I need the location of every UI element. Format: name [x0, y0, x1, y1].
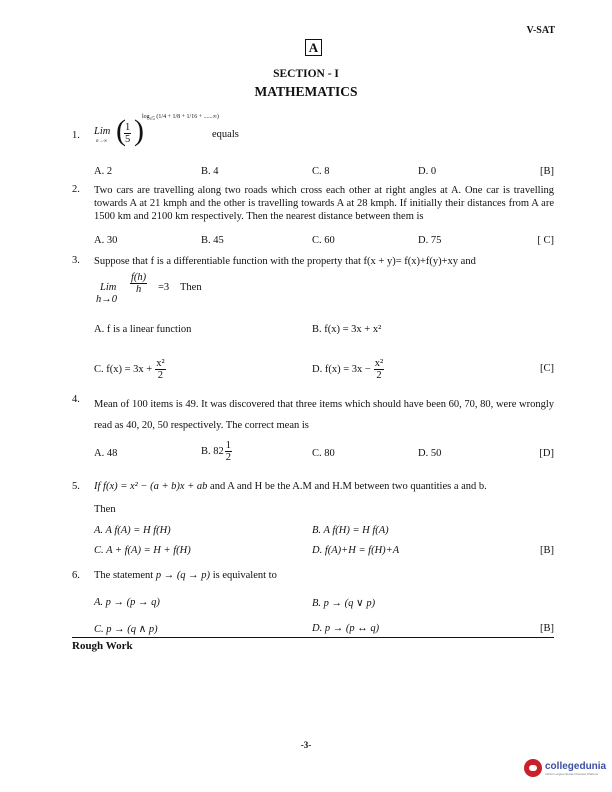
- q4-option-a: A. 48: [94, 448, 118, 459]
- q1-paren-left: (: [116, 114, 126, 147]
- q1-lim: Lim: [94, 126, 111, 137]
- q2-answer: [ C]: [537, 235, 554, 246]
- q6-option-b: B. p → (q ∨ p): [312, 598, 376, 609]
- q1-number: 1.: [72, 130, 80, 141]
- q1-paren-right: ): [134, 114, 144, 147]
- logo-text: collegedunia: [545, 760, 607, 772]
- q6-option-c: C. p → (q ∧ p): [94, 624, 158, 635]
- q1-option-b: B. 4: [201, 166, 219, 177]
- booklet-code: A: [305, 39, 322, 56]
- q3-option-b: B. f(x) = 3x + x²: [312, 324, 382, 335]
- page-number: -3-: [300, 740, 312, 750]
- q1-exponent: $\log_{√5} (1/4 + 1/8 + 1/16$ + ......∞): [142, 114, 219, 123]
- q6-answer: [B]: [540, 623, 554, 634]
- section-title: SECTION - I: [273, 68, 339, 80]
- q2-text: Two cars are travelling along two roads which cross each other at right angles at A. One car is travelling towards A at 21 kmph and the other is travelling towards A at 28 kmph. If initially their distances from A are 1500 km and 2100 km respectively. Then the nearest distance between them is: [94, 185, 554, 222]
- q3-option-c: C. f(x) = 3x + $\frac{\text{x²}}{2}$: [94, 358, 165, 381]
- q2-option-b: B. 45: [201, 235, 224, 246]
- q5-option-a: A. A f(A) = H f(H): [94, 525, 171, 536]
- q6-option-a: A. p → (p → q): [94, 597, 160, 608]
- rough-work-label: Rough Work: [72, 640, 133, 652]
- q5-then: Then: [94, 504, 116, 515]
- q5-text: If f(x) = x² − (a + b)x + ab and A and H be the A.M and H.M between two quantities a and b.: [94, 481, 487, 492]
- subject-title: MATHEMATICS: [254, 84, 358, 99]
- set-code: V-SAT: [526, 25, 555, 36]
- q3-limit-frac: $\frac{f(h)}{h}$: [131, 272, 147, 295]
- q5-option-b: B. A f(H) = H f(A): [312, 525, 389, 536]
- q4-option-b: B. 82 $\frac{1}{2}$: [201, 440, 232, 463]
- q1-option-d: D. 0: [418, 166, 437, 177]
- q3-number: 3.: [72, 255, 80, 266]
- q5-number: 5.: [72, 481, 80, 492]
- q1-option-c: C. 8: [312, 166, 330, 177]
- q3-text: Suppose that f is a differentiable function with the property that f(x + y)= f(x)+f(y)+xy and: [94, 256, 476, 267]
- q2-option-d: D. 75: [418, 235, 442, 246]
- q3-lim-sub: h→0: [96, 294, 117, 305]
- q4-answer: [D]: [539, 448, 554, 459]
- q1-base-frac: $\frac{1}{5}$: [125, 122, 131, 145]
- q4-option-c: C. 80: [312, 448, 335, 459]
- q4-option-d: D. 50: [418, 448, 442, 459]
- q2-option-a: A. 30: [94, 235, 118, 246]
- q6-number: 6.: [72, 570, 80, 581]
- q1-answer: [B]: [540, 166, 554, 177]
- q3-lim: Lim: [100, 282, 117, 293]
- logo-subtext: India's Largest Student Review Platform: [545, 771, 599, 776]
- q1-lim-sub: n→∞: [96, 139, 108, 144]
- q3-limit: [94, 270, 234, 310]
- q1-equals: equals: [212, 129, 239, 140]
- q2-number: 2.: [72, 184, 80, 195]
- q3-option-d: D. f(x) = 3x − $\frac{\text{x²}}{2}$: [312, 358, 384, 381]
- q5-option-d: D. f(A)+H = f(H)+A: [312, 545, 400, 556]
- collegedunia-logo: [524, 759, 606, 777]
- rough-work-divider: [72, 637, 554, 638]
- q2-option-c: C. 60: [312, 235, 335, 246]
- q3-limit-rhs: =3: [158, 282, 170, 293]
- q6-option-d: D. p → (p ↔ q): [312, 623, 380, 634]
- q3-option-a: A. f is a linear function: [94, 324, 192, 335]
- q4-number: 4.: [72, 394, 80, 405]
- q5-option-c: C. A + f(A) = H + f(H): [94, 545, 191, 556]
- q6-text: The statement p → (q → p) is equivalent to: [94, 570, 277, 581]
- q5-answer: [B]: [540, 545, 554, 556]
- q4-text: Mean of 100 items is 49. It was discovered that three items which should have been 60, 70, 80, were wrongly read as 40, 20, 50 respectively. The correct mean is: [94, 399, 554, 431]
- logo-mascot-icon: [524, 759, 542, 777]
- q3-answer: [C]: [540, 363, 554, 374]
- q1-option-a: A. 2: [94, 166, 113, 177]
- q3-then: Then: [180, 282, 202, 293]
